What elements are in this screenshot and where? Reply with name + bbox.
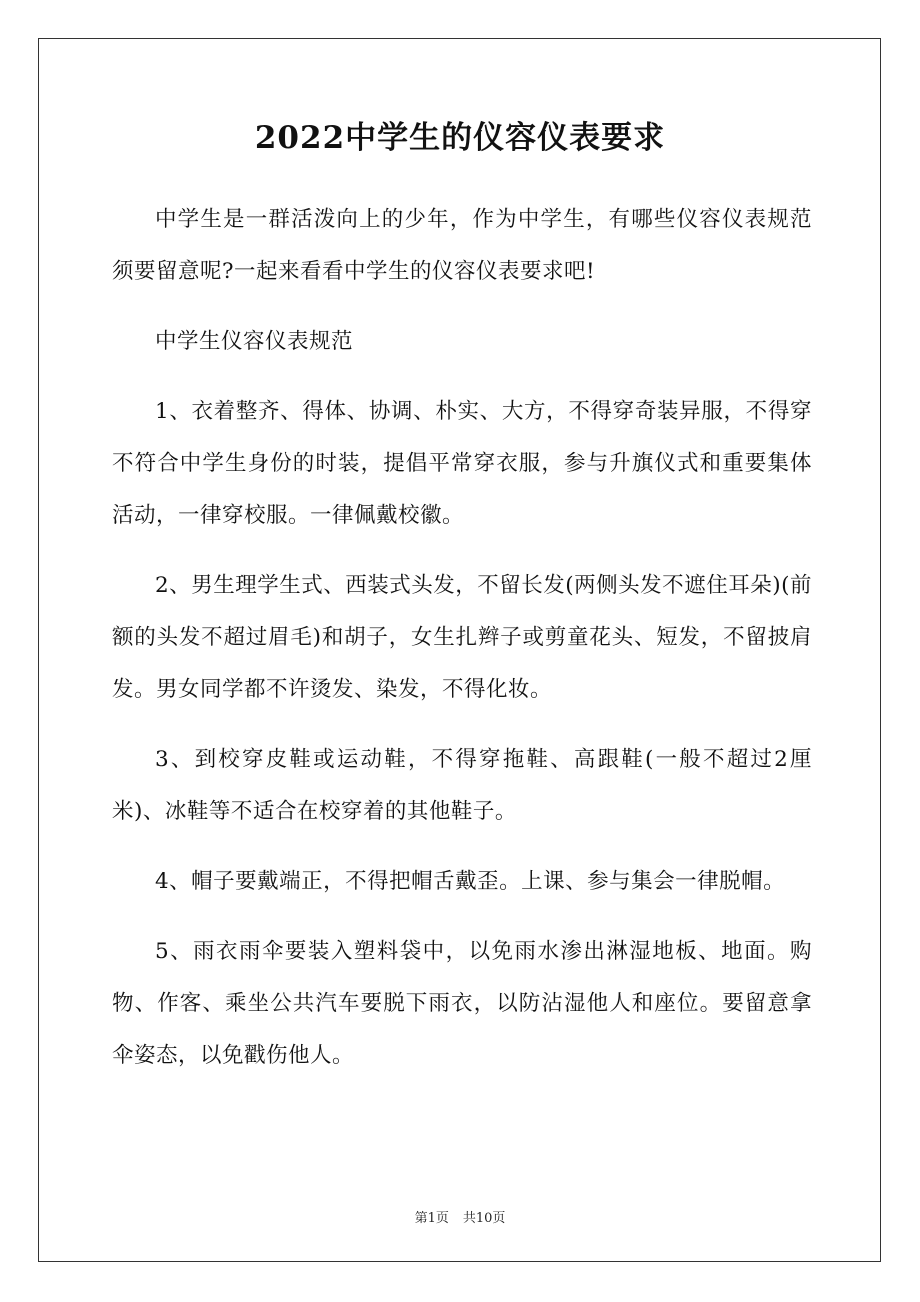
document-body [112, 194, 812, 1100]
rule-paragraph-2: 2、男生理学生式、西装式头发，不留长发(两侧头发不遮住耳朵)(前额的头发不超过眉毛)和胡子，女生扎辫子或剪童花头、短发，不留披肩发。男女同学都不许烫发、染发，不得化妆。 [112, 573, 812, 702]
section-heading: 中学生仪容仪表规范 [155, 329, 354, 354]
page-number: 第1页 [414, 1211, 449, 1226]
page-total: 共10页 [462, 1211, 506, 1226]
document-title: 2022中学生的仪容仪表要求 [254, 120, 666, 156]
page-footer [0, 1207, 920, 1226]
rule-paragraph-4: 4、帽子要戴端正，不得把帽舌戴歪。上课、参与集会一律脱帽。 [155, 869, 786, 894]
rule-paragraph-1: 1、衣着整齐、得体、协调、朴实、大方，不得穿奇装异服，不得穿不符合中学生身份的时装，提倡平常穿衣服，参与升旗仪式和重要集体活动，一律穿校服。一律佩戴校徽。 [112, 399, 812, 528]
rule-paragraph-5: 5、雨衣雨伞要装入塑料袋中，以免雨水渗出淋湿地板、地面。购物、作客、乘坐公共汽车要脱下雨衣，以防沾湿他人和座位。要留意拿伞姿态，以免戳伤他人。 [112, 939, 812, 1068]
intro-paragraph: 中学生是一群活泼向上的少年，作为中学生，有哪些仪容仪表规范须要留意呢?一起来看看中学生的仪容仪表要求吧! [112, 207, 812, 284]
rule-paragraph-3: 3、到校穿皮鞋或运动鞋，不得穿拖鞋、高跟鞋(一般不超过2厘米)、冰鞋等不适合在校穿着的其他鞋子。 [112, 747, 812, 824]
